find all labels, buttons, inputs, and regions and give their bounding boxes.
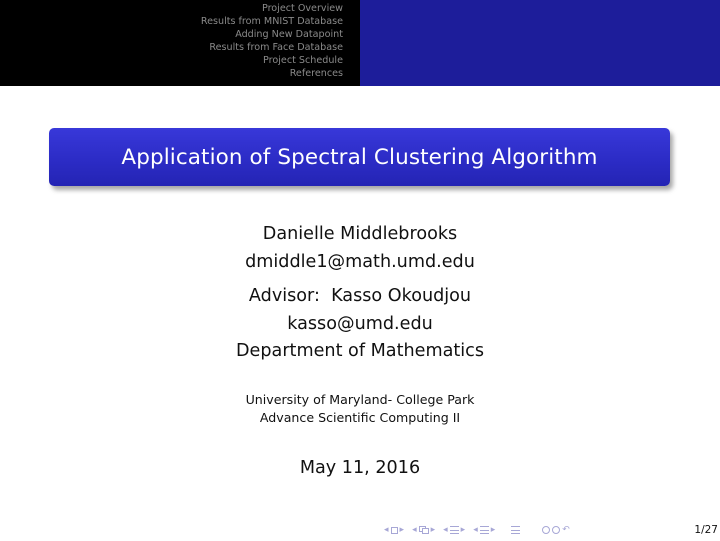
page-number: 1/27 [694,524,718,536]
arrow-right-icon: ▸ [399,525,405,535]
header-right-panel [360,0,720,86]
search-circle-icon [552,526,560,534]
arrow-right-icon: ▸ [430,525,436,535]
nav-item-mnist-results[interactable]: Results from MNIST Database [200,15,343,27]
align-icon[interactable] [511,526,520,534]
nav-item-project-schedule[interactable]: Project Schedule [263,54,343,66]
author-email: dmiddle1@math.umd.edu [245,252,475,272]
arrow-right-icon: ▸ [490,525,496,535]
advisor-name: Advisor: Kasso Okoudjou [248,286,472,306]
search-zoom-icon[interactable] [542,525,570,535]
arrow-left-icon: ◂ [473,525,478,535]
slide-lines-icon [480,526,489,534]
author-name: Danielle Middlebrooks [262,224,458,244]
arrow-left-icon: ◂ [443,525,448,535]
zoom-circle-icon [542,526,550,534]
arrow-left-icon: ◂ [384,525,389,535]
header-left-panel [0,0,360,86]
university: University of Maryland- College Park [245,392,475,407]
frame-box-icon [391,527,398,534]
subsection-nav-icon[interactable] [443,525,465,535]
course-name: Advance Scientific Computing II [259,410,461,425]
header-bar [0,0,720,86]
department: Department of Mathematics [236,341,484,361]
presentation-date: May 11, 2016 [299,458,421,478]
align-lines-icon [511,526,520,534]
section-nav-icon[interactable] [412,525,435,535]
nav-item-references[interactable]: References [289,67,343,79]
frame-nav-icon[interactable] [384,525,404,535]
undo-arrow-icon: ↶ [562,525,570,535]
slide-title: Application of Spectral Clustering Algorithm [121,144,598,170]
nav-item-adding-datapoint[interactable]: Adding New Datapoint [235,28,343,40]
title-box [49,128,670,186]
nav-item-face-results[interactable]: Results from Face Database [209,41,343,53]
advisor-email: kasso@umd.edu [287,314,433,334]
nav-item-project-overview[interactable]: Project Overview [261,3,343,14]
beamer-nav-symbols [384,523,570,537]
section-nav-list [201,3,343,80]
arrow-left-icon: ◂ [412,525,417,535]
arrow-right-icon: ▸ [460,525,466,535]
slide-nav-icon[interactable] [473,525,495,535]
section-stack-icon [419,526,429,534]
subsection-lines-icon [450,526,459,534]
